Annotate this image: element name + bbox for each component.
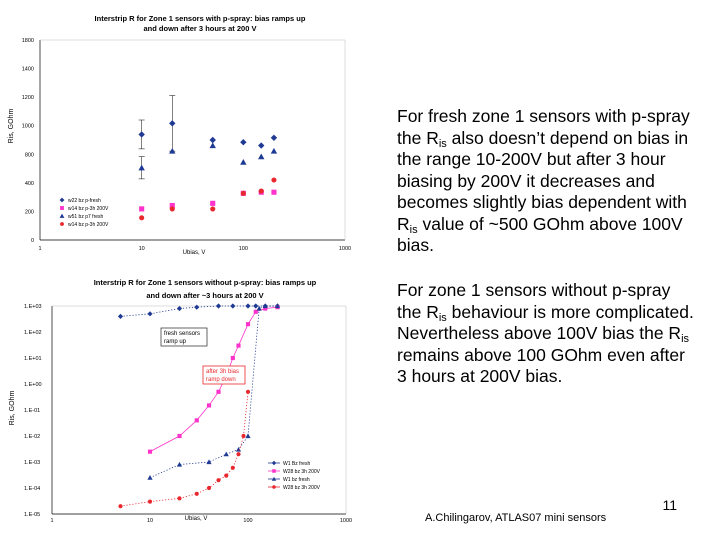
top-legend-label: w14 bz p-3h 200V (68, 222, 109, 228)
description-p-spray (397, 106, 697, 257)
bottom-point-series-2 (195, 418, 199, 422)
bottom-point-series-1 (118, 314, 123, 319)
bottom-point-series-2 (236, 344, 240, 348)
para2-subscript-1: is (438, 311, 447, 324)
top-point-series-4 (241, 191, 246, 196)
bottom-ytick-label: 1.E-05 (24, 512, 41, 518)
top-point-series-4 (139, 215, 144, 220)
bottom-point-series-3 (206, 459, 211, 464)
bottom-point-series-4 (241, 434, 245, 438)
chart-bottom (0, 268, 375, 540)
top-point-series-3 (210, 142, 216, 148)
top-point-series-3 (138, 165, 144, 171)
top-legend-label: w14 bz p-3h 200V (68, 206, 109, 212)
bottom-point-series-3 (224, 452, 229, 457)
bottom-ytick-label: 1.E-01 (24, 408, 41, 414)
top-xtick-label: 100 (238, 246, 248, 252)
bottom-xtick-label: 100 (243, 518, 253, 524)
bottom-legend-label: W1 Bz fresh (283, 461, 311, 467)
bottom-point-series-1 (177, 306, 182, 311)
top-xtick-label: 10 (138, 246, 145, 252)
bottom-point-series-1 (216, 303, 221, 308)
bottom-legend-label: W28 bz 3h 200V (283, 485, 320, 491)
top-ytick-label: 200 (24, 209, 34, 216)
para1-text-b: also doesn’t depend on bias in the range 10-200V but after 3 hour biasing by 200V it decreases and becomes slightly bias dependent with R (397, 127, 689, 234)
bottom-ytick-label: 1.E+02 (24, 330, 42, 336)
bottom-point-series-2 (177, 434, 181, 438)
para1-subscript-1: is (438, 137, 447, 150)
page-number: 11 (662, 497, 677, 513)
top-point-series-3 (169, 148, 175, 154)
chart-top-ylabel: Ris, GOhm (8, 108, 15, 144)
chart-top-title-line1: Interstrip R for Zone 1 sensors with p-spray: bias ramps up (94, 14, 306, 23)
bottom-point-series-4 (148, 500, 152, 504)
chart-top-title-line2: and down after 3 hours at 200 V (143, 24, 257, 33)
annotation-after-line1: after 3h bias (206, 369, 240, 375)
annotation-fresh-line1: fresh sensors (164, 331, 201, 337)
bottom-legend-marker (272, 485, 276, 489)
para1-subscript-2: is (409, 223, 418, 236)
top-ytick-label: 800 (24, 152, 34, 159)
bottom-xtick-label: 1 (50, 518, 54, 524)
top-legend-label: w22 bz p-fresh (68, 198, 101, 204)
top-point-series-4 (271, 177, 276, 182)
bottom-point-series-4 (216, 478, 220, 482)
top-point-series-4 (259, 189, 264, 194)
description-no-p-spray (397, 280, 697, 388)
bottom-point-series-3 (236, 447, 241, 452)
para2-subscript-2: is (681, 333, 690, 345)
top-xtick-label: 1 (38, 246, 42, 252)
bottom-point-series-3 (147, 475, 152, 480)
bottom-legend-marker (272, 461, 276, 465)
footer-credit: A.Chilingarov, ATLAS07 mini sensors (425, 512, 607, 524)
chart-top (0, 0, 375, 268)
top-point-series-2 (210, 201, 215, 206)
top-point-series-4 (170, 206, 175, 211)
annotation-fresh-line2: ramp up (164, 339, 187, 345)
top-legend-label: w51 bz p7 fresh (68, 214, 104, 220)
bottom-point-series-3 (245, 433, 250, 438)
bottom-point-series-1 (245, 303, 250, 308)
chart-top-xlabel: Ubias, V (182, 250, 206, 256)
bottom-ytick-label: 1.E+01 (24, 356, 42, 362)
bottom-xtick-label: 10 (146, 518, 154, 524)
top-ytick-label: 400 (24, 180, 34, 187)
top-legend-marker (60, 214, 65, 218)
top-legend-marker (60, 206, 64, 210)
top-ytick-label: 1200 (21, 95, 34, 102)
top-ytick-label: 0 (30, 238, 34, 244)
bottom-ytick-label: 1.E-03 (24, 460, 41, 466)
bottom-point-series-4 (236, 452, 240, 456)
bottom-ytick-label: 1.E+00 (24, 382, 42, 388)
top-point-series-1 (210, 137, 216, 143)
annotation-after-line2: ramp down (206, 377, 236, 383)
top-point-series-3 (240, 159, 246, 165)
bottom-point-series-2 (246, 322, 250, 326)
top-point-series-3 (258, 153, 264, 159)
chart-bottom-xlabel: Ubias, V (184, 516, 208, 522)
top-point-series-2 (139, 206, 144, 211)
bottom-legend-label: W1 bz fresh (283, 477, 310, 483)
bottom-point-series-2 (207, 403, 211, 407)
top-ytick-label: 1800 (21, 38, 34, 44)
top-ytick-label: 1400 (21, 66, 34, 73)
bottom-xtick-label: 1000 (339, 518, 353, 524)
top-point-series-1 (258, 142, 264, 148)
bottom-legend-marker (272, 469, 276, 473)
bottom-point-series-1 (230, 303, 235, 308)
bottom-ytick-label: 1.E-04 (24, 486, 41, 492)
top-point-series-3 (271, 148, 277, 154)
top-point-series-1 (169, 120, 175, 126)
top-point-series-4 (210, 206, 215, 211)
bottom-point-series-4 (177, 496, 181, 500)
para2-text-c: remains above 100 GOhm even after 3 hours at 200V bias. (397, 344, 685, 386)
bottom-point-series-1 (147, 311, 152, 316)
bottom-legend-label: W28 bz 3h 200V (283, 469, 320, 475)
top-point-series-1 (271, 135, 277, 141)
top-ytick-label: 1000 (21, 123, 34, 130)
para2-text-a: For zone 1 sensors without p-spray the R (397, 280, 671, 322)
bottom-ytick-label: 1.E-02 (24, 434, 41, 440)
bottom-point-series-1 (253, 303, 258, 308)
bottom-point-series-2 (148, 450, 152, 454)
top-point-series-1 (240, 139, 246, 145)
para2-text-b: behaviour is more complicated. Nevertheless above 100V bias the R (397, 301, 694, 343)
chart-bottom-title-line1: Interstrip R for Zone 1 sensors without p-spray: bias ramps up (93, 278, 317, 287)
bottom-point-series-4 (246, 390, 250, 394)
top-xtick-label: 1000 (338, 246, 352, 252)
bottom-point-series-4 (118, 504, 122, 508)
bottom-point-series-1 (194, 305, 199, 310)
para1-text-c: value of ~500 GOhm above 100V bias. (397, 213, 683, 255)
para1-text-a: For fresh zone 1 sensors with p-spray the R (397, 106, 690, 148)
chart-bottom-title-line2: and down after ~3 hours at 200 V (146, 291, 264, 300)
top-point-series-2 (271, 190, 276, 195)
chart-bottom-ylabel: Ris, GOhm (9, 390, 16, 426)
bottom-point-series-4 (231, 466, 235, 470)
bottom-ytick-label: 1.E+03 (24, 304, 42, 310)
bottom-point-series-4 (195, 492, 199, 496)
bottom-point-series-4 (207, 486, 211, 490)
bottom-point-series-2 (231, 356, 235, 360)
top-point-series-1 (138, 131, 144, 137)
bottom-point-series-2 (216, 390, 220, 394)
top-legend-marker (60, 222, 64, 226)
top-legend-marker (60, 198, 65, 203)
bottom-line-series-4 (120, 392, 248, 506)
bottom-point-series-4 (224, 474, 228, 478)
